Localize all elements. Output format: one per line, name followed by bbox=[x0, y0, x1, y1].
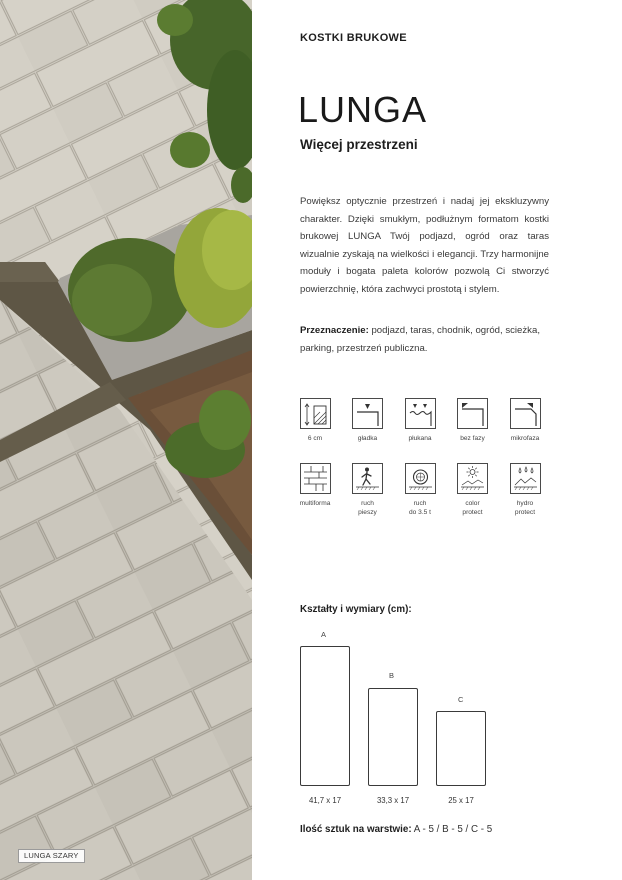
feature-color-protect bbox=[448, 463, 498, 517]
hydro-protect-icon bbox=[510, 463, 541, 494]
purpose-text: podjazd, taras, chodnik, ogród, scieżka, parking, przestrzeń publiczna. bbox=[300, 325, 540, 354]
color-protect-icon bbox=[457, 463, 488, 494]
shape-c-outline bbox=[436, 711, 486, 786]
product-description: Powiększ optycznie przestrzeń i nadaj jej ekskluzywny charakter. Dzięki smukłym, podłużnym formatom kostki brukowej LUNGA Twój podjazd, ogród oraz taras wizualnie zyskają na wielkości i elegancji. Trzy harmonijne moduły i bogata paleta kolorów pozwolą Ci stworzyć powierzchnię, która zachwyci prostotą i stylem. bbox=[300, 196, 549, 295]
shapes-title: Kształty i wymiary (cm): bbox=[300, 604, 412, 615]
washed-surface-icon bbox=[405, 398, 436, 429]
no-chamfer-icon bbox=[457, 398, 488, 429]
product-title: LUNGA bbox=[298, 89, 428, 130]
paving-illustration bbox=[0, 0, 252, 880]
feature-washed bbox=[395, 398, 445, 443]
layer-count bbox=[300, 824, 492, 835]
product-photo bbox=[0, 0, 252, 880]
feature-label: hydro protect bbox=[514, 500, 536, 516]
feature-smooth bbox=[343, 398, 393, 443]
shape-b-letter: B bbox=[389, 671, 395, 680]
product-tagline: Więcej przestrzeni bbox=[300, 137, 418, 152]
feature-label: ruch pieszy bbox=[358, 500, 377, 516]
smooth-surface-icon bbox=[352, 398, 383, 429]
shape-c-letter: C bbox=[458, 695, 464, 704]
feature-micro-chamfer bbox=[500, 398, 550, 443]
feature-label: color protect bbox=[462, 500, 483, 516]
feature-pedestrian bbox=[343, 463, 393, 517]
thickness-icon bbox=[300, 398, 331, 429]
micro-chamfer-icon bbox=[510, 398, 541, 429]
feature-label: 6 cm bbox=[307, 435, 323, 442]
layer-count-value: A - 5 / B - 5 / C - 5 bbox=[411, 824, 493, 835]
feature-label: mikrofaza bbox=[510, 435, 540, 442]
shape-a-dimensions: 41,7 x 17 bbox=[308, 796, 342, 805]
photo-caption: LUNGA SZARY bbox=[18, 849, 85, 863]
feature-multiform bbox=[290, 463, 340, 517]
shape-c-dimensions: 25 x 17 bbox=[448, 796, 474, 805]
product-purpose bbox=[300, 322, 549, 357]
feature-label: płukana bbox=[408, 435, 432, 442]
feature-no-chamfer bbox=[448, 398, 498, 443]
feature-vehicle bbox=[395, 463, 445, 517]
purpose-label: Przeznaczenie: bbox=[300, 325, 369, 336]
feature-label: multiforma bbox=[299, 500, 331, 507]
pedestrian-icon bbox=[352, 463, 383, 494]
feature-row-1 bbox=[290, 398, 550, 443]
shape-b-outline bbox=[368, 688, 418, 786]
feature-thickness bbox=[290, 398, 340, 443]
vehicle-traffic-icon bbox=[405, 463, 436, 494]
feature-hydro-protect bbox=[500, 463, 550, 517]
shape-a-outline bbox=[300, 646, 350, 786]
shape-b-dimensions: 33,3 x 17 bbox=[376, 796, 410, 805]
layer-count-label: Ilość sztuk na warstwie: bbox=[300, 824, 412, 835]
shape-a-letter: A bbox=[321, 630, 327, 639]
feature-label: gładka bbox=[357, 435, 378, 442]
feature-row-2 bbox=[290, 463, 550, 517]
multiform-icon bbox=[300, 463, 331, 494]
feature-icons bbox=[290, 398, 550, 517]
feature-label: bez fazy bbox=[460, 435, 485, 442]
feature-label: ruch do 3.5 t bbox=[409, 500, 431, 516]
category-heading: KOSTKI BRUKOWE bbox=[300, 32, 407, 44]
